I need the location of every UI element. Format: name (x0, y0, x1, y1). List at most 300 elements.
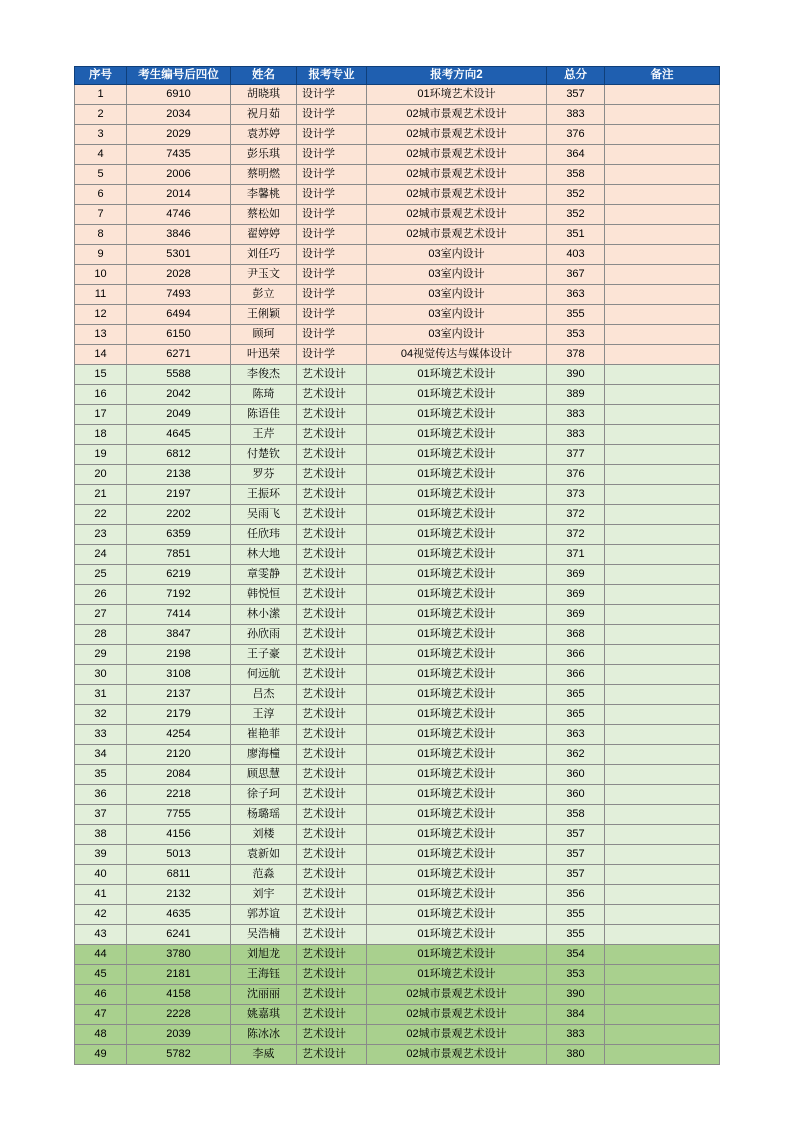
cell-remark (605, 845, 720, 865)
cell-remark (605, 185, 720, 205)
cell-direction: 02城市景观艺术设计 (367, 985, 547, 1005)
cell-remark (605, 85, 720, 105)
cell-score: 383 (547, 1025, 605, 1045)
cell-remark (605, 445, 720, 465)
table-row[interactable] (75, 345, 720, 365)
cell-code: 4254 (127, 725, 231, 745)
cell-name: 吕杰 (231, 685, 297, 705)
table-row[interactable] (75, 245, 720, 265)
cell-seq: 22 (75, 505, 127, 525)
cell-seq: 36 (75, 785, 127, 805)
cell-direction: 01环境艺术设计 (367, 945, 547, 965)
cell-code: 6219 (127, 565, 231, 585)
cell-direction: 01环境艺术设计 (367, 765, 547, 785)
cell-major: 艺术设计 (297, 545, 367, 565)
table-row[interactable] (75, 405, 720, 425)
cell-score: 363 (547, 285, 605, 305)
cell-seq: 16 (75, 385, 127, 405)
cell-code: 4156 (127, 825, 231, 845)
cell-seq: 34 (75, 745, 127, 765)
cell-seq: 40 (75, 865, 127, 885)
cell-name: 刘任巧 (231, 245, 297, 265)
cell-seq: 12 (75, 305, 127, 325)
cell-direction: 01环境艺术设计 (367, 565, 547, 585)
cell-code: 3847 (127, 625, 231, 645)
table-row[interactable] (75, 505, 720, 525)
table-row[interactable] (75, 485, 720, 505)
cell-name: 王芹 (231, 425, 297, 445)
cell-remark (605, 825, 720, 845)
cell-major: 艺术设计 (297, 705, 367, 725)
cell-direction: 03室内设计 (367, 325, 547, 345)
cell-seq: 31 (75, 685, 127, 705)
table-row[interactable] (75, 225, 720, 245)
cell-direction: 02城市景观艺术设计 (367, 1005, 547, 1025)
column-header-name: 姓名 (231, 67, 297, 85)
cell-code: 2132 (127, 885, 231, 905)
cell-score: 355 (547, 925, 605, 945)
table-row[interactable] (75, 205, 720, 225)
cell-code: 6811 (127, 865, 231, 885)
cell-major: 艺术设计 (297, 665, 367, 685)
cell-seq: 38 (75, 825, 127, 845)
cell-direction: 01环境艺术设计 (367, 645, 547, 665)
cell-code: 3846 (127, 225, 231, 245)
cell-direction: 01环境艺术设计 (367, 625, 547, 645)
cell-seq: 37 (75, 805, 127, 825)
cell-direction: 01环境艺术设计 (367, 585, 547, 605)
table-row[interactable] (75, 185, 720, 205)
column-header-remark: 备注 (605, 67, 720, 85)
cell-name: 郭苏谊 (231, 905, 297, 925)
column-header-direction: 报考方向2 (367, 67, 547, 85)
cell-seq: 8 (75, 225, 127, 245)
table-row[interactable] (75, 625, 720, 645)
cell-remark (605, 985, 720, 1005)
table-row[interactable] (75, 765, 720, 785)
table-row[interactable] (75, 365, 720, 385)
table-row[interactable] (75, 165, 720, 185)
cell-score: 366 (547, 665, 605, 685)
table-row[interactable] (75, 945, 720, 965)
table-row[interactable] (75, 305, 720, 325)
cell-code: 2120 (127, 745, 231, 765)
table-row[interactable] (75, 785, 720, 805)
cell-name: 李馨桃 (231, 185, 297, 205)
cell-code: 6494 (127, 305, 231, 325)
cell-code: 2218 (127, 785, 231, 805)
cell-score: 365 (547, 705, 605, 725)
cell-score: 357 (547, 825, 605, 845)
column-header-score: 总分 (547, 67, 605, 85)
cell-major: 艺术设计 (297, 1025, 367, 1045)
cell-remark (605, 945, 720, 965)
cell-code: 3780 (127, 945, 231, 965)
table-row[interactable] (75, 985, 720, 1005)
cell-name: 王俐颖 (231, 305, 297, 325)
cell-major: 艺术设计 (297, 485, 367, 505)
table-row[interactable] (75, 685, 720, 705)
cell-major: 艺术设计 (297, 585, 367, 605)
cell-name: 顾思慧 (231, 765, 297, 785)
cell-remark (605, 805, 720, 825)
table-row[interactable] (75, 1025, 720, 1045)
cell-major: 设计学 (297, 345, 367, 365)
cell-direction: 01环境艺术设计 (367, 785, 547, 805)
table-row[interactable] (75, 645, 720, 665)
column-header-code: 考生编号后四位 (127, 67, 231, 85)
cell-name: 吴浩楠 (231, 925, 297, 945)
cell-major: 艺术设计 (297, 685, 367, 705)
cell-score: 383 (547, 425, 605, 445)
cell-major: 艺术设计 (297, 825, 367, 845)
cell-score: 377 (547, 445, 605, 465)
cell-name: 韩悦恒 (231, 585, 297, 605)
cell-score: 403 (547, 245, 605, 265)
table-row[interactable] (75, 285, 720, 305)
cell-code: 2181 (127, 965, 231, 985)
cell-major: 艺术设计 (297, 625, 367, 645)
cell-code: 5588 (127, 365, 231, 385)
table-row[interactable] (75, 725, 720, 745)
cell-code: 7755 (127, 805, 231, 825)
cell-name: 林大地 (231, 545, 297, 565)
cell-remark (605, 885, 720, 905)
cell-score: 376 (547, 465, 605, 485)
cell-score: 351 (547, 225, 605, 245)
cell-seq: 43 (75, 925, 127, 945)
cell-major: 艺术设计 (297, 425, 367, 445)
cell-name: 廖海橦 (231, 745, 297, 765)
cell-code: 6271 (127, 345, 231, 365)
cell-seq: 24 (75, 545, 127, 565)
cell-direction: 01环境艺术设计 (367, 845, 547, 865)
cell-major: 设计学 (297, 305, 367, 325)
table-header-row (75, 67, 720, 85)
cell-name: 蔡明燃 (231, 165, 297, 185)
cell-code: 2006 (127, 165, 231, 185)
cell-code: 5782 (127, 1045, 231, 1065)
cell-seq: 2 (75, 105, 127, 125)
cell-seq: 19 (75, 445, 127, 465)
cell-seq: 14 (75, 345, 127, 365)
table-row[interactable] (75, 705, 720, 725)
cell-direction: 01环境艺术设计 (367, 465, 547, 485)
cell-code: 2202 (127, 505, 231, 525)
cell-name: 姚嘉琪 (231, 1005, 297, 1025)
cell-name: 王海钰 (231, 965, 297, 985)
cell-major: 艺术设计 (297, 505, 367, 525)
cell-seq: 5 (75, 165, 127, 185)
table-row[interactable] (75, 325, 720, 345)
cell-code: 4645 (127, 425, 231, 445)
cell-remark (605, 545, 720, 565)
cell-code: 7493 (127, 285, 231, 305)
cell-major: 设计学 (297, 265, 367, 285)
cell-name: 李威 (231, 1045, 297, 1065)
cell-major: 艺术设计 (297, 365, 367, 385)
cell-score: 372 (547, 525, 605, 545)
cell-score: 357 (547, 865, 605, 885)
cell-code: 7192 (127, 585, 231, 605)
cell-seq: 9 (75, 245, 127, 265)
table-row[interactable] (75, 425, 720, 445)
cell-seq: 39 (75, 845, 127, 865)
cell-remark (605, 405, 720, 425)
table-row[interactable] (75, 745, 720, 765)
table-row[interactable] (75, 605, 720, 625)
table-row[interactable] (75, 565, 720, 585)
cell-remark (605, 685, 720, 705)
cell-direction: 01环境艺术设计 (367, 425, 547, 445)
table-row[interactable] (75, 805, 720, 825)
cell-direction: 02城市景观艺术设计 (367, 145, 547, 165)
cell-seq: 49 (75, 1045, 127, 1065)
table-row[interactable] (75, 145, 720, 165)
cell-code: 2014 (127, 185, 231, 205)
cell-direction: 01环境艺术设计 (367, 525, 547, 545)
cell-remark (605, 525, 720, 545)
cell-score: 378 (547, 345, 605, 365)
cell-score: 364 (547, 145, 605, 165)
cell-major: 设计学 (297, 225, 367, 245)
cell-name: 范淼 (231, 865, 297, 885)
cell-direction: 01环境艺术设计 (367, 865, 547, 885)
cell-code: 2049 (127, 405, 231, 425)
cell-name: 徐子珂 (231, 785, 297, 805)
cell-score: 362 (547, 745, 605, 765)
cell-direction: 01环境艺术设计 (367, 665, 547, 685)
cell-score: 380 (547, 1045, 605, 1065)
cell-direction: 01环境艺术设计 (367, 605, 547, 625)
cell-remark (605, 565, 720, 585)
cell-remark (605, 785, 720, 805)
cell-name: 王振环 (231, 485, 297, 505)
cell-direction: 01环境艺术设计 (367, 85, 547, 105)
cell-score: 376 (547, 125, 605, 145)
cell-seq: 3 (75, 125, 127, 145)
cell-score: 383 (547, 105, 605, 125)
table-row[interactable] (75, 965, 720, 985)
cell-score: 356 (547, 885, 605, 905)
table-body (75, 85, 720, 1065)
cell-major: 设计学 (297, 85, 367, 105)
cell-remark (605, 1045, 720, 1065)
cell-direction: 01环境艺术设计 (367, 905, 547, 925)
table-row[interactable] (75, 385, 720, 405)
cell-remark (605, 365, 720, 385)
cell-name: 崔艳菲 (231, 725, 297, 745)
cell-major: 艺术设计 (297, 1005, 367, 1025)
cell-name: 沈丽丽 (231, 985, 297, 1005)
table-row[interactable] (75, 865, 720, 885)
cell-major: 艺术设计 (297, 645, 367, 665)
table-row[interactable] (75, 85, 720, 105)
table-row[interactable] (75, 265, 720, 285)
cell-major: 艺术设计 (297, 745, 367, 765)
cell-seq: 26 (75, 585, 127, 605)
cell-direction: 02城市景观艺术设计 (367, 1025, 547, 1045)
column-header-seq: 序号 (75, 67, 127, 85)
cell-name: 孙欣雨 (231, 625, 297, 645)
cell-direction: 01环境艺术设计 (367, 925, 547, 945)
cell-remark (605, 645, 720, 665)
table-row[interactable] (75, 1045, 720, 1065)
table-row[interactable] (75, 1005, 720, 1025)
cell-code: 2029 (127, 125, 231, 145)
cell-name: 袁苏婷 (231, 125, 297, 145)
cell-direction: 01环境艺术设计 (367, 705, 547, 725)
cell-remark (605, 605, 720, 625)
cell-code: 2197 (127, 485, 231, 505)
table-row[interactable] (75, 105, 720, 125)
cell-remark (605, 725, 720, 745)
cell-direction: 02城市景观艺术设计 (367, 225, 547, 245)
cell-seq: 41 (75, 885, 127, 905)
cell-seq: 13 (75, 325, 127, 345)
cell-score: 366 (547, 645, 605, 665)
cell-code: 6150 (127, 325, 231, 345)
cell-major: 设计学 (297, 325, 367, 345)
table-row[interactable] (75, 845, 720, 865)
cell-remark (605, 465, 720, 485)
cell-remark (605, 905, 720, 925)
table-row[interactable] (75, 665, 720, 685)
cell-direction: 01环境艺术设计 (367, 685, 547, 705)
cell-code: 4635 (127, 905, 231, 925)
table-row[interactable] (75, 885, 720, 905)
cell-direction: 04视觉传达与媒体设计 (367, 345, 547, 365)
cell-name: 刘旭龙 (231, 945, 297, 965)
table-row[interactable] (75, 445, 720, 465)
cell-score: 367 (547, 265, 605, 285)
cell-major: 艺术设计 (297, 525, 367, 545)
cell-major: 设计学 (297, 205, 367, 225)
table-row[interactable] (75, 825, 720, 845)
cell-remark (605, 165, 720, 185)
cell-name: 罗芬 (231, 465, 297, 485)
cell-seq: 44 (75, 945, 127, 965)
table-row[interactable] (75, 525, 720, 545)
cell-major: 艺术设计 (297, 725, 367, 745)
cell-remark (605, 665, 720, 685)
cell-name: 刘宇 (231, 885, 297, 905)
cell-direction: 01环境艺术设计 (367, 445, 547, 465)
cell-seq: 17 (75, 405, 127, 425)
cell-code: 2084 (127, 765, 231, 785)
cell-remark (605, 325, 720, 345)
cell-major: 设计学 (297, 185, 367, 205)
cell-direction: 01环境艺术设计 (367, 485, 547, 505)
cell-name: 付楚钦 (231, 445, 297, 465)
cell-seq: 1 (75, 85, 127, 105)
cell-score: 354 (547, 945, 605, 965)
cell-name: 胡晓琪 (231, 85, 297, 105)
cell-score: 383 (547, 405, 605, 425)
cell-score: 372 (547, 505, 605, 525)
cell-seq: 23 (75, 525, 127, 545)
cell-direction: 03室内设计 (367, 305, 547, 325)
cell-seq: 48 (75, 1025, 127, 1045)
table-row[interactable] (75, 545, 720, 565)
cell-remark (605, 745, 720, 765)
cell-score: 371 (547, 545, 605, 565)
cell-name: 彭立 (231, 285, 297, 305)
cell-code: 2028 (127, 265, 231, 285)
cell-code: 2137 (127, 685, 231, 705)
cell-code: 6241 (127, 925, 231, 945)
cell-name: 章雯静 (231, 565, 297, 585)
results-table-container (74, 66, 719, 1065)
cell-direction: 02城市景观艺术设计 (367, 105, 547, 125)
cell-seq: 10 (75, 265, 127, 285)
cell-major: 设计学 (297, 285, 367, 305)
cell-code: 7851 (127, 545, 231, 565)
cell-major: 艺术设计 (297, 965, 367, 985)
cell-score: 390 (547, 985, 605, 1005)
cell-score: 369 (547, 585, 605, 605)
cell-score: 363 (547, 725, 605, 745)
cell-major: 艺术设计 (297, 785, 367, 805)
cell-remark (605, 1025, 720, 1045)
cell-score: 369 (547, 565, 605, 585)
cell-seq: 18 (75, 425, 127, 445)
table-row[interactable] (75, 905, 720, 925)
cell-code: 6812 (127, 445, 231, 465)
table-row[interactable] (75, 585, 720, 605)
cell-seq: 33 (75, 725, 127, 745)
cell-major: 设计学 (297, 165, 367, 185)
cell-seq: 4 (75, 145, 127, 165)
cell-seq: 32 (75, 705, 127, 725)
cell-score: 353 (547, 965, 605, 985)
cell-major: 艺术设计 (297, 765, 367, 785)
cell-name: 陈语佳 (231, 405, 297, 425)
cell-score: 389 (547, 385, 605, 405)
table-row[interactable] (75, 465, 720, 485)
cell-score: 357 (547, 845, 605, 865)
cell-direction: 01环境艺术设计 (367, 965, 547, 985)
cell-remark (605, 1005, 720, 1025)
cell-major: 艺术设计 (297, 385, 367, 405)
cell-remark (605, 285, 720, 305)
cell-seq: 15 (75, 365, 127, 385)
cell-major: 设计学 (297, 245, 367, 265)
cell-code: 2198 (127, 645, 231, 665)
cell-seq: 20 (75, 465, 127, 485)
table-row[interactable] (75, 925, 720, 945)
cell-name: 王淳 (231, 705, 297, 725)
cell-code: 2034 (127, 105, 231, 125)
cell-name: 蔡松如 (231, 205, 297, 225)
cell-name: 祝月茹 (231, 105, 297, 125)
table-row[interactable] (75, 125, 720, 145)
cell-direction: 01环境艺术设计 (367, 725, 547, 745)
cell-code: 6359 (127, 525, 231, 545)
cell-direction: 01环境艺术设计 (367, 805, 547, 825)
cell-score: 353 (547, 325, 605, 345)
cell-direction: 02城市景观艺术设计 (367, 205, 547, 225)
cell-name: 陈琦 (231, 385, 297, 405)
cell-code: 6910 (127, 85, 231, 105)
cell-code: 4158 (127, 985, 231, 1005)
cell-remark (605, 205, 720, 225)
cell-direction: 01环境艺术设计 (367, 385, 547, 405)
cell-remark (605, 385, 720, 405)
cell-remark (605, 425, 720, 445)
cell-score: 352 (547, 205, 605, 225)
cell-major: 艺术设计 (297, 865, 367, 885)
